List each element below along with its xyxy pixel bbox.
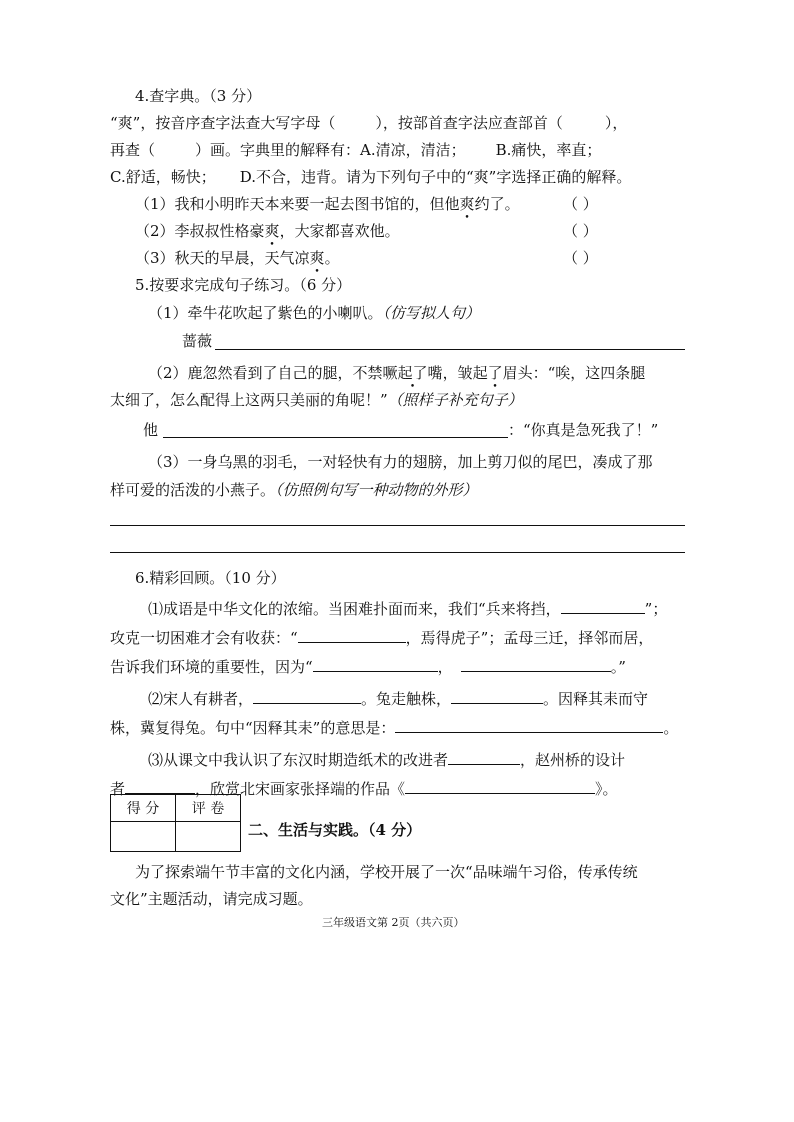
q6-p2-text-a: ⑵宋人有耕者， bbox=[148, 690, 254, 708]
q6-p1-line3 bbox=[110, 655, 626, 677]
page-footer: 三年级语文第 2页（共六页） bbox=[322, 916, 465, 929]
q4-item-3-post: 。 bbox=[324, 249, 340, 267]
score-cell[interactable] bbox=[111, 822, 176, 852]
q4-line1-text-c: ）， bbox=[604, 114, 628, 132]
q5-sentence-2-line2 bbox=[110, 390, 523, 410]
q5-sentence-3-line1: （3）一身乌黑的羽毛，一对轻快有力的翅膀，加上剪刀似的尾巴，凑成了那 bbox=[148, 453, 653, 471]
q6-p1-line1 bbox=[148, 597, 667, 619]
grader-cell[interactable] bbox=[176, 822, 241, 852]
q4-item-3-dotted-char: 爽 bbox=[309, 249, 325, 267]
q4-line2-text-c: B.痛快，率直； bbox=[495, 141, 602, 159]
q4-item-3-pre: （3）秋天的早晨，天气凉 bbox=[135, 249, 310, 267]
q5-s3-answer-line-2[interactable] bbox=[110, 552, 685, 553]
q4-item-1-answer-paren[interactable]: （ ） bbox=[563, 195, 598, 213]
q6-blank-2[interactable] bbox=[298, 626, 406, 643]
q4-item-2-post: ，大家都喜欢他。 bbox=[279, 222, 400, 240]
q6-p1-text-d: ，焉得虎子”；孟母三迁，择邻而居， bbox=[405, 629, 654, 647]
q4-item-2-answer-paren[interactable]: （ ） bbox=[563, 222, 598, 240]
q5-sentence-2-line1 bbox=[148, 363, 645, 383]
q4-item-2-pre: （2）李叔叔性格豪 bbox=[135, 222, 265, 240]
q4-line3-text-a: C.舒适，畅快； bbox=[110, 168, 216, 186]
q6-blank-7[interactable] bbox=[395, 716, 663, 733]
q6-p3-text-e: 》。 bbox=[595, 780, 618, 798]
q6-blank-5[interactable] bbox=[253, 687, 361, 704]
q5-s2-dotted-1: 噘起了嘴 bbox=[382, 364, 443, 382]
q4-line2-text-a: 再查（ bbox=[110, 141, 156, 159]
q6-blank-8[interactable] bbox=[448, 748, 520, 765]
q4-item-1 bbox=[135, 194, 520, 214]
q4-item-1-post: 约了。 bbox=[474, 195, 520, 213]
q6-blank-10[interactable] bbox=[405, 777, 595, 794]
q4-line2-text-b: ）画。字典里的解释有：A.清凉，清洁； bbox=[195, 141, 466, 159]
q5-s2-note: （照样子补充句子） bbox=[387, 391, 523, 409]
q6-p1-line2 bbox=[110, 626, 653, 648]
q6-p2-text-c: 。因释其耒而守 bbox=[543, 690, 649, 708]
q6-p3-text-a: ⑶从课文中我认识了东汉时期造纸术的改进者 bbox=[148, 751, 449, 769]
q4-line2 bbox=[110, 140, 601, 160]
q6-p2-text-b: 。兔走触株， bbox=[361, 690, 452, 708]
q6-blank-9[interactable] bbox=[125, 777, 195, 794]
q5-s1-text: （1）牵牛花吹起了紫色的小喇叭。 bbox=[148, 304, 383, 322]
q5-s3-note: （仿照例句写一种动物的外形） bbox=[275, 481, 478, 499]
q5-sentence-1 bbox=[148, 303, 480, 323]
q4-line3-text-b: D.不合，违背。请为下列句子中的“爽”字选择正确的解释。 bbox=[239, 168, 632, 186]
q6-blank-6[interactable] bbox=[451, 687, 543, 704]
q5-s2-lead: 他 bbox=[143, 421, 159, 439]
q5-s2-text-b: ：“唉，这四条腿 bbox=[532, 364, 646, 382]
q5-s2-mid: ， bbox=[442, 364, 458, 382]
q5-s2-dotted-2: 皱起了眉头 • bbox=[458, 364, 533, 382]
q5-s1-note: （仿写拟人句） bbox=[382, 304, 481, 322]
q5-s1-lead: 蔷薇 bbox=[182, 332, 213, 350]
q5-s2-answer-line[interactable] bbox=[163, 437, 508, 438]
section-2-title: 二、生活与实践。（4 分） bbox=[248, 821, 422, 839]
q6-p3-text-d: ，欣赏北宋画家张择端的作品《 bbox=[195, 780, 406, 798]
q4-item-3 bbox=[135, 248, 340, 268]
q6-blank-1[interactable] bbox=[561, 597, 645, 614]
q5-s3-text-b: 样可爱的活泼的小燕子。 bbox=[110, 481, 276, 499]
score-header: 得 分 bbox=[111, 795, 176, 822]
q5-s2-text-a: （2）鹿忽然看到了自己的腿，不禁 bbox=[148, 364, 383, 382]
grader-header: 评 卷 bbox=[176, 795, 241, 822]
q4-line1 bbox=[110, 113, 627, 133]
q6-p2-text-d: 株，冀复得兔。句中“因释其耒”的意思是： bbox=[110, 719, 396, 737]
q4-line1-text-b: ），按部首查字法应查部首（ bbox=[375, 114, 563, 132]
q6-p2-line2 bbox=[110, 716, 678, 738]
q5-s3-answer-line-1[interactable] bbox=[110, 525, 685, 526]
q6-p1-text-g: 。” bbox=[610, 658, 626, 676]
q4-item-2-dotted-char: 爽 bbox=[264, 222, 280, 240]
q6-p3-text-c: 者 bbox=[110, 780, 126, 798]
q6-p1-text-f: ， bbox=[437, 658, 453, 676]
score-table bbox=[110, 794, 241, 852]
q6-p1-text-b: ”； bbox=[644, 600, 668, 618]
q5-s1-answer-line[interactable] bbox=[215, 349, 685, 350]
q4-item-3-answer-paren[interactable]: （ ） bbox=[563, 249, 598, 267]
q4-line1-text-a: “爽”，按音序查字法查大写字母（ bbox=[110, 114, 336, 132]
q4-item-2 bbox=[135, 221, 400, 241]
q6-blank-3[interactable] bbox=[313, 655, 438, 672]
section-2-intro-line1: 为了探索端午节丰富的文化内涵，学校开展了一次“品味端午习俗，传承传统 bbox=[135, 863, 638, 881]
q6-blank-4[interactable] bbox=[461, 655, 611, 672]
q6-title: 6.精彩回顾。（10 分） bbox=[135, 569, 286, 587]
q4-item-1-dotted-char: 爽 bbox=[459, 195, 475, 213]
q5-sentence-3-line2 bbox=[110, 480, 478, 500]
q6-p1-text-c: 攻克一切困难才会有收获：“ bbox=[110, 629, 298, 647]
q5-s2-tail: ：“你真是急死我了！” bbox=[508, 421, 659, 439]
q4-line3 bbox=[110, 167, 631, 187]
q4-item-1-pre: （1）我和小明昨天本来要一起去图书馆的，但他 bbox=[135, 195, 460, 213]
q6-p1-text-e: 告诉我们环境的重要性，因为“ bbox=[110, 658, 313, 676]
q6-p2-text-e: 。 bbox=[663, 719, 679, 737]
q5-title: 5.按要求完成句子练习。（6 分） bbox=[135, 276, 352, 294]
q6-p1-text-a: ⑴成语是中华文化的浓缩。当困难扑面而来，我们“兵来将挡， bbox=[148, 600, 561, 618]
q4-title: 4.查字典。（3 分） bbox=[135, 87, 262, 105]
section-2-intro-line2: 文化”主题活动，请完成习题。 bbox=[110, 890, 313, 908]
q5-s2-text-c: 太细了，怎么配得上这两只美丽的角呢！” bbox=[110, 391, 388, 409]
q6-p3-text-b: ，赵州桥的设计 bbox=[520, 751, 626, 769]
q6-p2-line1 bbox=[148, 687, 648, 709]
q6-p3-line1 bbox=[148, 748, 625, 770]
